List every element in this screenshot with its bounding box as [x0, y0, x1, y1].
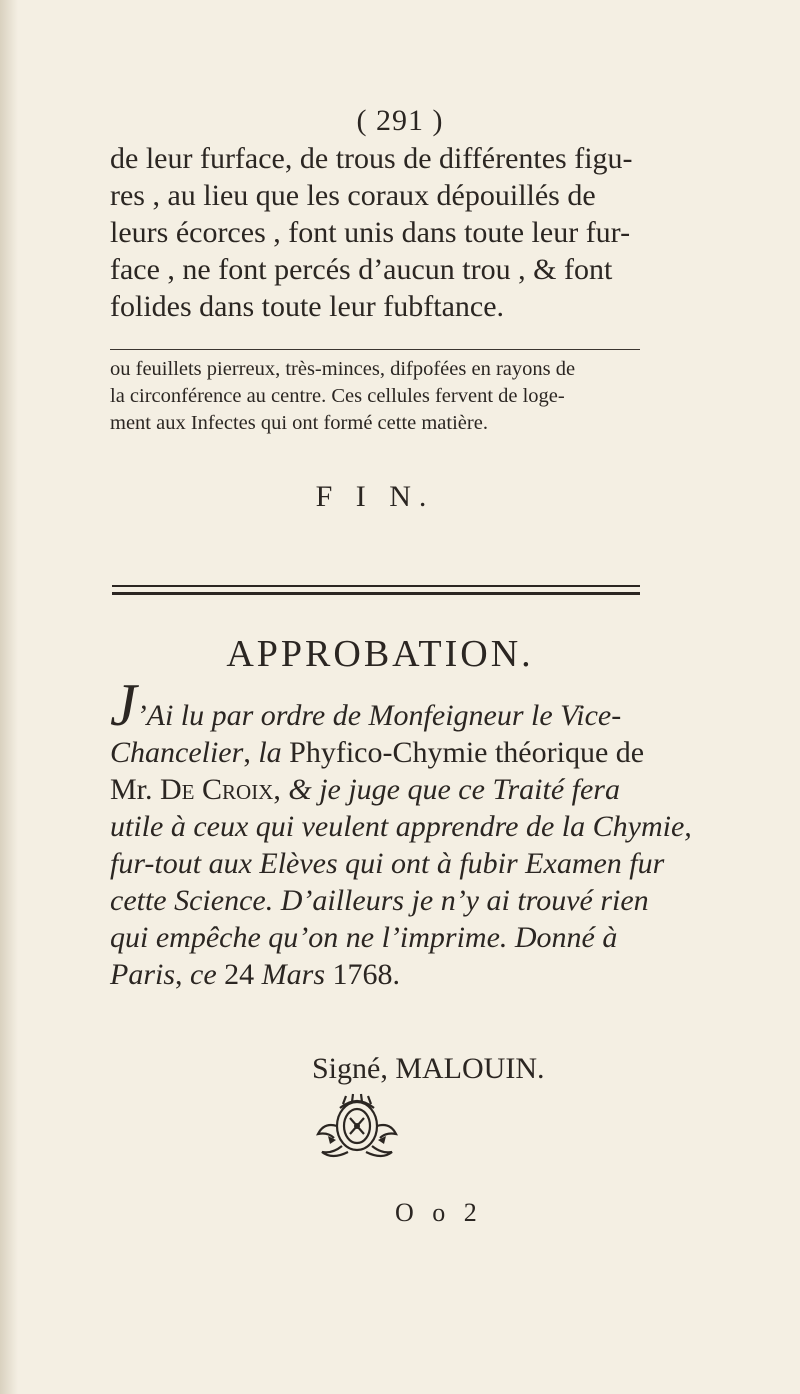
approbation-span: Mars	[261, 958, 325, 991]
author-name: De Croix	[160, 773, 274, 806]
body-line: leurs écorces , font unis dans toute leur fur-	[110, 216, 631, 249]
approbation-span: ,	[273, 773, 289, 806]
approbation-span: ,	[243, 736, 259, 769]
catchword-signature: O o 2	[395, 1198, 483, 1227]
signature: Signé, MALOUIN.	[312, 1052, 545, 1085]
approbation-line	[110, 956, 650, 993]
page-number-header: ( 291 )	[356, 104, 444, 137]
approbation-span: ’Ai lu par ordre de Monfeigneur le Vice-	[136, 699, 622, 732]
page-edge-shadow	[0, 0, 18, 1394]
printer-ornament-icon	[310, 1092, 405, 1164]
body-line: res , au lieu que les coraux dépouillés de	[110, 179, 596, 212]
approbation-title: APPROBATION.	[226, 633, 534, 675]
drop-cap: J	[110, 672, 137, 738]
body-line: folides dans toute leur fubftance.	[110, 290, 505, 323]
body-line: de leur furface, de trous de différentes figu-	[110, 142, 633, 175]
footnote-line: ou feuillets pierreux, très-minces, difpofées en rayons de	[110, 358, 576, 380]
approbation-line: qui empêche qu’on ne l’imprime. Donné à	[110, 921, 618, 954]
approbation-span: ce	[190, 958, 217, 991]
footnote-line: la circonférence au centre. Ces cellules fervent de loge-	[110, 385, 565, 407]
approbation-line: utile à ceux qui veulent apprendre de la Chymie,	[110, 810, 692, 843]
approbation-line: cette Science. D’ailleurs je n’y ai trouvé rien	[110, 884, 649, 917]
approbation-line	[110, 734, 650, 771]
approbation-span: Mr.	[110, 773, 161, 806]
approbation-span: Paris	[110, 958, 176, 991]
approbation-line	[110, 672, 650, 738]
body-line: face , ne font percés d’aucun trou , & font	[110, 253, 613, 286]
approbation-span: 1768.	[325, 958, 400, 991]
approbation-span: Chancelier	[110, 736, 244, 769]
footnote-rule	[110, 349, 640, 350]
approbation-text	[110, 672, 692, 993]
fin-label: F I N.	[315, 480, 435, 513]
approbation-span: 24	[216, 958, 262, 991]
approbation-span: ,	[175, 958, 191, 991]
footnote	[110, 356, 645, 437]
approbation-span: Phyfico-Chymie théorique de	[281, 736, 645, 769]
body-paragraph	[110, 140, 640, 325]
approbation-span: & je juge que ce Traité fera	[288, 773, 620, 806]
approbation-line: fur-tout aux Elèves qui ont à fubir Examen fur	[110, 847, 665, 880]
approbation-line	[110, 771, 650, 808]
footnote-line: ment aux Infectes qui ont formé cette matière.	[110, 412, 488, 434]
approbation-span: la	[258, 736, 282, 769]
section-divider	[112, 585, 640, 595]
